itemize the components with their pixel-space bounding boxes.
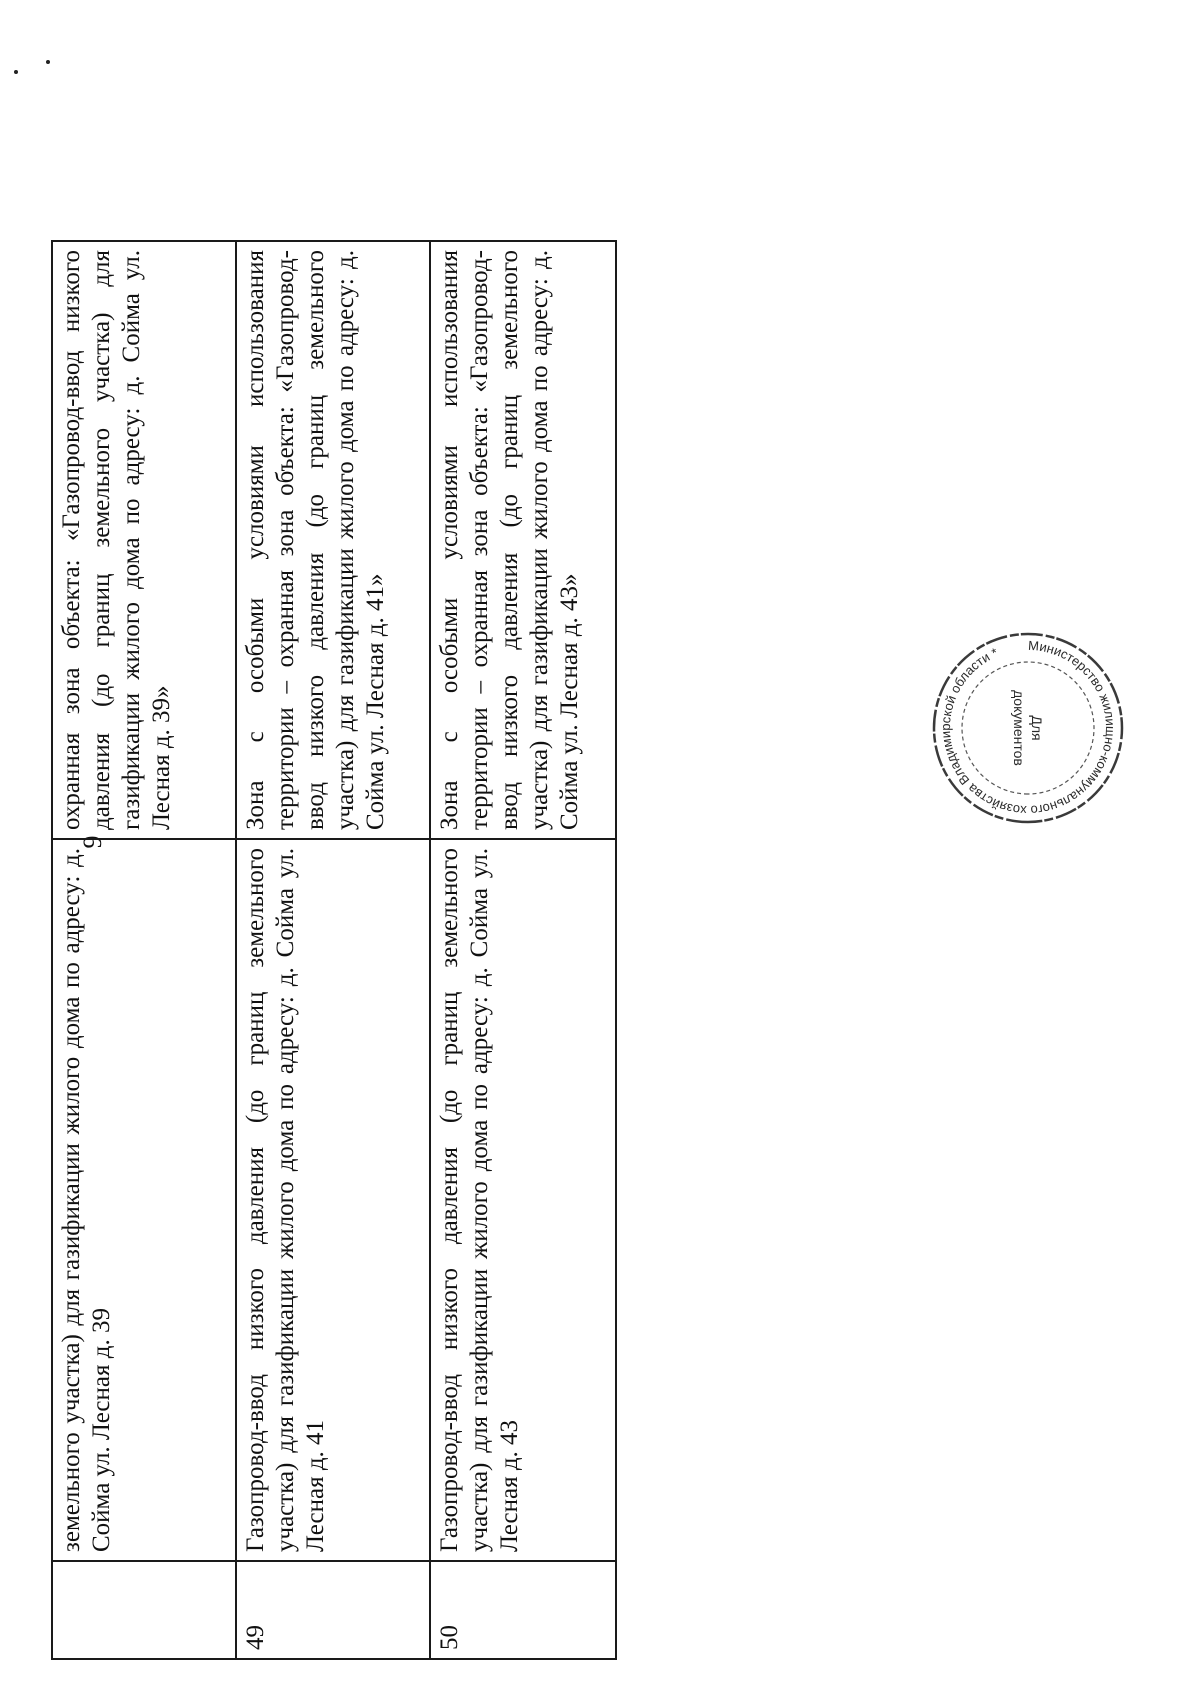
document-table bbox=[51, 240, 617, 1660]
row-number-cell: 50 bbox=[430, 1561, 616, 1659]
stamp-center-line1: Для bbox=[1029, 715, 1045, 741]
stamp-seal-icon bbox=[928, 628, 1128, 828]
row-number-cell: 49 bbox=[236, 1561, 430, 1659]
table-row bbox=[236, 241, 430, 1659]
zone-description-cell: Зона с особыми условиями использования территории – охранная зона объекта: «Газопровод-ввод низкого давления (до границ земельного участка) для газификации жилого дома по адресу: д. Сойма ул. Лесная д. 41» bbox=[236, 241, 430, 839]
object-name-cell: Газопровод-ввод низкого давления (до границ земельного участка) для газификации жилого дома по адресу: д. Сойма ул. Лесная д. 41 bbox=[236, 839, 430, 1561]
official-stamp bbox=[928, 628, 1128, 828]
zone-description-cell: охранная зона объекта: «Газопровод-ввод низкого давления (до границ земельного участка) для газификации жилого дома по адресу: д. Сойма ул. Лесная д. 39» bbox=[52, 241, 236, 839]
zone-description-cell: Зона с особыми условиями использования территории – охранная зона объекта: «Газопровод-ввод низкого давления (до границ земельного участка) для газификации жилого дома по адресу: д. Сойма ул. Лесная д. 43» bbox=[430, 241, 616, 839]
object-name-cell: Газопровод-ввод низкого давления (до границ земельного участка) для газификации жилого дома по адресу: д. Сойма ул. Лесная д. 43 bbox=[430, 839, 616, 1561]
table-row bbox=[52, 241, 236, 1659]
stamp-ring-text: Министерство жилищно-коммунального хозяйства Владимирской области * bbox=[937, 637, 1119, 819]
table-row bbox=[430, 241, 616, 1659]
stamp-center-line2: документов bbox=[1011, 690, 1027, 766]
row-number-cell bbox=[52, 1561, 236, 1659]
page-number: 9 bbox=[78, 835, 107, 849]
object-name-cell: земельного участка) для газификации жилого дома по адресу: д. Сойма ул. Лесная д. 39 bbox=[52, 839, 236, 1561]
